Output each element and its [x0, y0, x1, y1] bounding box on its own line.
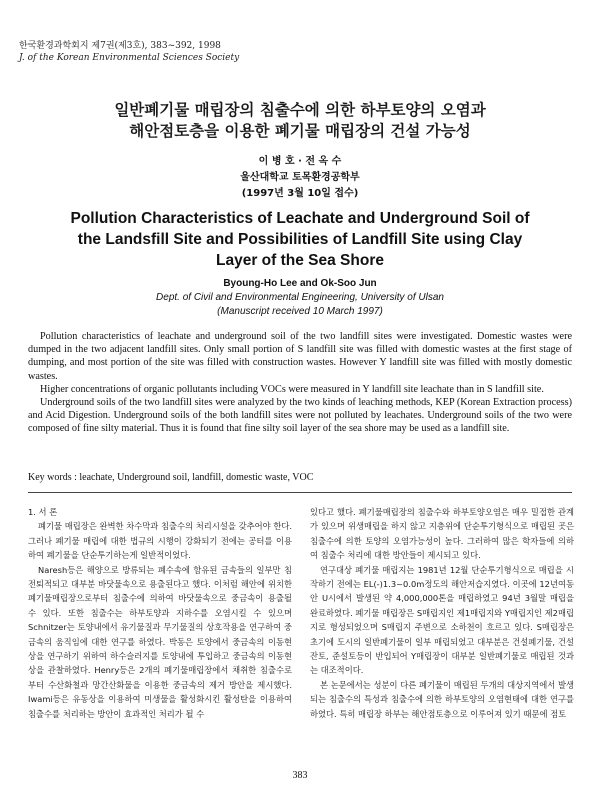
abstract-paragraph: Higher concentrations of organic pollutants including VOCs were measured in Y landfill site leachate than in S landfill site. — [40, 383, 544, 395]
title-english-line3: Layer of the Sea Shore — [216, 252, 384, 269]
journal-name-en: J. of the Korean Environmental Sciences Society — [19, 53, 240, 63]
title-korean — [40, 100, 560, 142]
title-english-line2: the Landsfill Site and Possibilities of Landfill Site using Clay — [77, 231, 523, 248]
body-column-right — [310, 505, 574, 721]
body-paragraph: 폐기물 매립장은 완벽한 차수막과 침출수의 처리시설을 갖추어야 한다. 그러나 폐기물 매립에 대한 법규의 시행이 강화되기 전에는 공터를 이용하여 폐기물을 단순투기하는게 일반적이었다. — [28, 521, 292, 561]
journal-citation-ko: 한국환경과학회지 제7권(제3호), 383~392, 1998 — [19, 41, 221, 51]
title-english-line1: Pollution Characteristics of Leachate and Underground Soil of — [70, 210, 530, 227]
received-date-ko: (1997년 3월 10일 접수) — [241, 188, 359, 199]
journal-header — [19, 40, 239, 64]
authors-korean — [0, 154, 600, 202]
author-names-en: Byoung-Ho Lee and Ok-Soo Jun — [223, 278, 377, 289]
body-paragraph: 본 논문에서는 성분이 다른 폐기물이 매립된 두개의 대상지역에서 발생되는 침출수의 특성과 침출수에 의한 하부토양의 오염현태에 대한 연구를 하였다. 특히 매립장 하부는 해안점토층으로 이루어져 있기 때문에 점토 — [310, 679, 574, 719]
title-korean-line2: 해안점토층을 이용한 폐기물 매립장의 건설 가능성 — [129, 122, 471, 140]
body-paragraph: Naresh등은 해양으로 방류되는 폐수속에 함유된 금속들의 일부만 침전퇴적되고 대부분 바닷물속으로 용출된다고 했다. 이처럼 해안에 위치한 폐기물매립장으로부터 침출수에 의하여 바닷물속으로 중금속이 용출될 수 있다. 또한 침출수는 하부토양과 지하수를 오염시킬 수 있으며 Schnitzer는 토양내에서 유기물질과 무기물질의 상호작용을 연구하여 중금속의 움직임에 대한 연구를 하였다. 박동은 토양에서 중금속의 이동현상을 연구하기 위하여 하수슬러지를 토양내에 투입하고 중금속의 이동현상을 관찰하였다. Henry등은 2개의 폐기물매립장에서 채취한 침출수로 부터 수산화철과 망간산화물을 이용한 중금속의 제거 방안을 제시했다. Iwami등은 유동상을 이용하여 미생물을 활성화시킨 활성탄을 이용하여 침출수를 처리하는 방안이 효과적인 처리가 될 수 — [28, 564, 292, 719]
affiliation-en: Dept. of Civil and Environmental Engineering, University of Ulsan — [156, 292, 444, 303]
received-date-en: (Manuscript received 10 March 1997) — [217, 306, 383, 317]
page-number: 383 — [292, 770, 308, 781]
abstract-paragraph: Pollution characteristics of leachate and underground soil of the two landfill sites were investigated. Domestic wastes were dumped in the two adjacent landfill sites. Only small portion of S landfill site was filled with domestic wastes at the first stage of dumping, and most portion of the site was filled with construction wastes. However Y landfill site was filled with mostly domestic wastes. — [28, 331, 572, 382]
authors-english — [0, 277, 600, 319]
abstract-paragraph: Underground soils of the two landfill sites were analyzed by the two kinds of leaching methods, KEP (Korean Extraction process) and Acid Digestion. Underground soils of the both landfill sites were not polluted by leachates. Underground soils of the two were composed of fine silty material. Thus it is found that fine silty soil layer of the sea shore may be used as a landfill site. — [28, 397, 572, 435]
author-names-ko: 이 병 호 · 전 옥 수 — [258, 156, 342, 167]
keywords: Key words : leachate, Underground soil, landfill, domestic waste, VOC — [28, 472, 314, 483]
body-paragraph: 있다고 했다. 폐기물매립장의 침출수와 하부토양오염은 매우 밀접한 관계가 있으며 위생매립을 하지 않고 지층위에 단순투기형식으로 매립된 곳은 침출수에 의한 토양의 오염가능성이 높다. 그러하여 많은 학자들에 의하여 침출수 처리에 대한 방안들이 제시되고 있다. — [310, 507, 574, 561]
title-english — [30, 208, 570, 271]
affiliation-ko: 울산대학교 토목환경공학부 — [240, 172, 360, 183]
section-heading-introduction: 1. 서 론 — [28, 507, 58, 517]
section-divider — [28, 492, 572, 493]
body-column-left — [28, 505, 292, 721]
title-korean-line1: 일반폐기물 매립장의 침출수에 의한 하부토양의 오염과 — [114, 101, 486, 119]
abstract — [28, 330, 572, 436]
body-paragraph: 연구대상 폐기물 매립지는 1981년 12월 단순투기형식으로 매립을 시작하기 전에는 EL(-)1.3~0.0m정도의 해안저습지였다. 이곳에 12년여동안 U시에서 발생된 약 4,000,000톤을 매립하였고 94년 3월말 매립을 완료하였다. 폐기물 매립장은 S매립지인 제1매립지와 Y매립지인 제2매립지로 형성되었으며 S매립지 주변으로 소하천이 흐르고 있다. S매립장은 초기에 도시의 일반폐기물이 일부 매립되었고 대부분은 건설폐기물, 건설잔토, 준설토등이 반입되어 Y매립장이 대부분 일반폐기물로 매립된 것과는 대조적이다. — [310, 564, 574, 676]
